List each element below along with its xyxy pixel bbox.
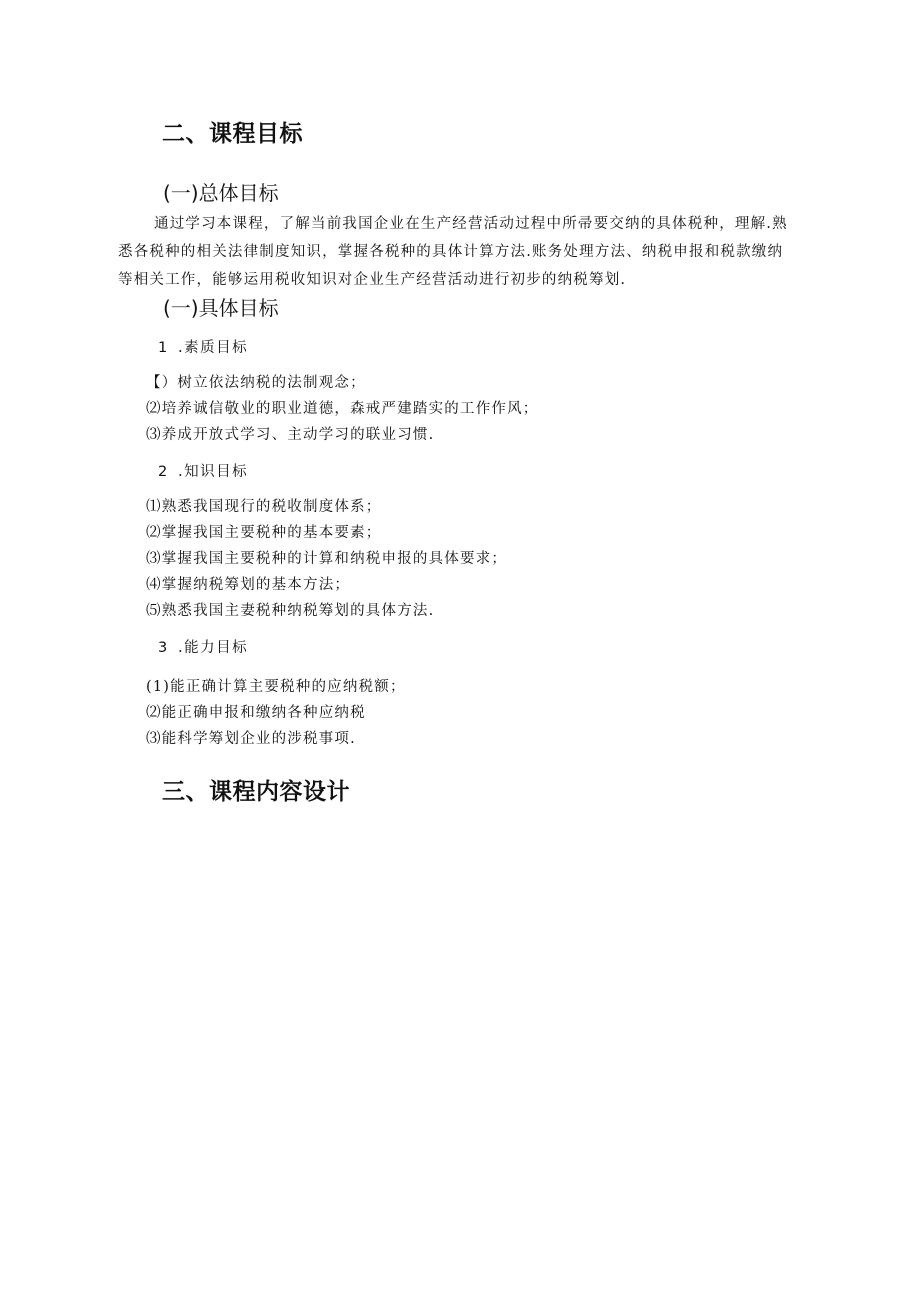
group-label: .素质目标 <box>178 340 249 356</box>
list-item: ⑵掌握我国主要税种的基本要素； <box>146 525 382 541</box>
group-label: .能力目标 <box>178 640 249 656</box>
subsection-heading-specific-objectives: (一)具体目标 <box>163 296 279 320</box>
subsection-heading-overall-objectives: (一)总体目标 <box>163 181 279 205</box>
list-item: ⑶能科学筹划企业的涉税事项. <box>146 731 356 747</box>
paragraph-line: 通过学习本课程，了解当前我国企业在生产经营活动过程中所帚要交纳的具体税种，理解.熟 <box>154 216 788 232</box>
paragraph-line: 悉各税种的相关法律制度知识，掌握各税种的具体计算方法.账务处理方法、纳税申报和税款缴纳 <box>118 244 784 260</box>
list-item: ⑶养成开放式学习、主动学习的联业习惯. <box>146 427 435 443</box>
group-heading-knowledge <box>158 460 248 481</box>
group-number: 3 <box>158 640 169 656</box>
paragraph-line: 等相关工作，能够运用税收知识对企业生产经营活动进行初步的纳税筹划. <box>118 272 627 288</box>
group-heading-quality <box>158 336 248 357</box>
overall-objectives-paragraph <box>118 210 842 294</box>
list-item: ⑸熟悉我国主妻税种纳税筹划的具体方法. <box>146 603 435 619</box>
group-label: .知识目标 <box>178 464 249 480</box>
list-item: ⑷掌握纳税筹划的基本方法； <box>146 577 351 593</box>
list-item: ⑶掌握我国主要税种的计算和纳税申报的具体要求； <box>146 551 508 567</box>
section-title-course-content-design: 三、课程内容设计 <box>162 779 350 805</box>
list-item: 【）树立依法纳税的法制观念； <box>146 375 366 391</box>
list-item: ⑴熟悉我国现行的税收制度体系； <box>146 499 382 515</box>
group-number: 2 <box>158 464 169 480</box>
list-item: ⑵培养诚信敬业的职业道德，森戒严建踏实的工作作风； <box>146 401 539 417</box>
list-item: ⑵能正确申报和缴纳各种应纳税 <box>146 705 366 721</box>
section-title-course-objectives: 二、课程目标 <box>162 121 303 147</box>
group-number: 1 <box>158 340 169 356</box>
group-heading-ability <box>158 636 248 657</box>
list-item: (1)能正确计算主要税种的应纳税额； <box>146 679 406 695</box>
